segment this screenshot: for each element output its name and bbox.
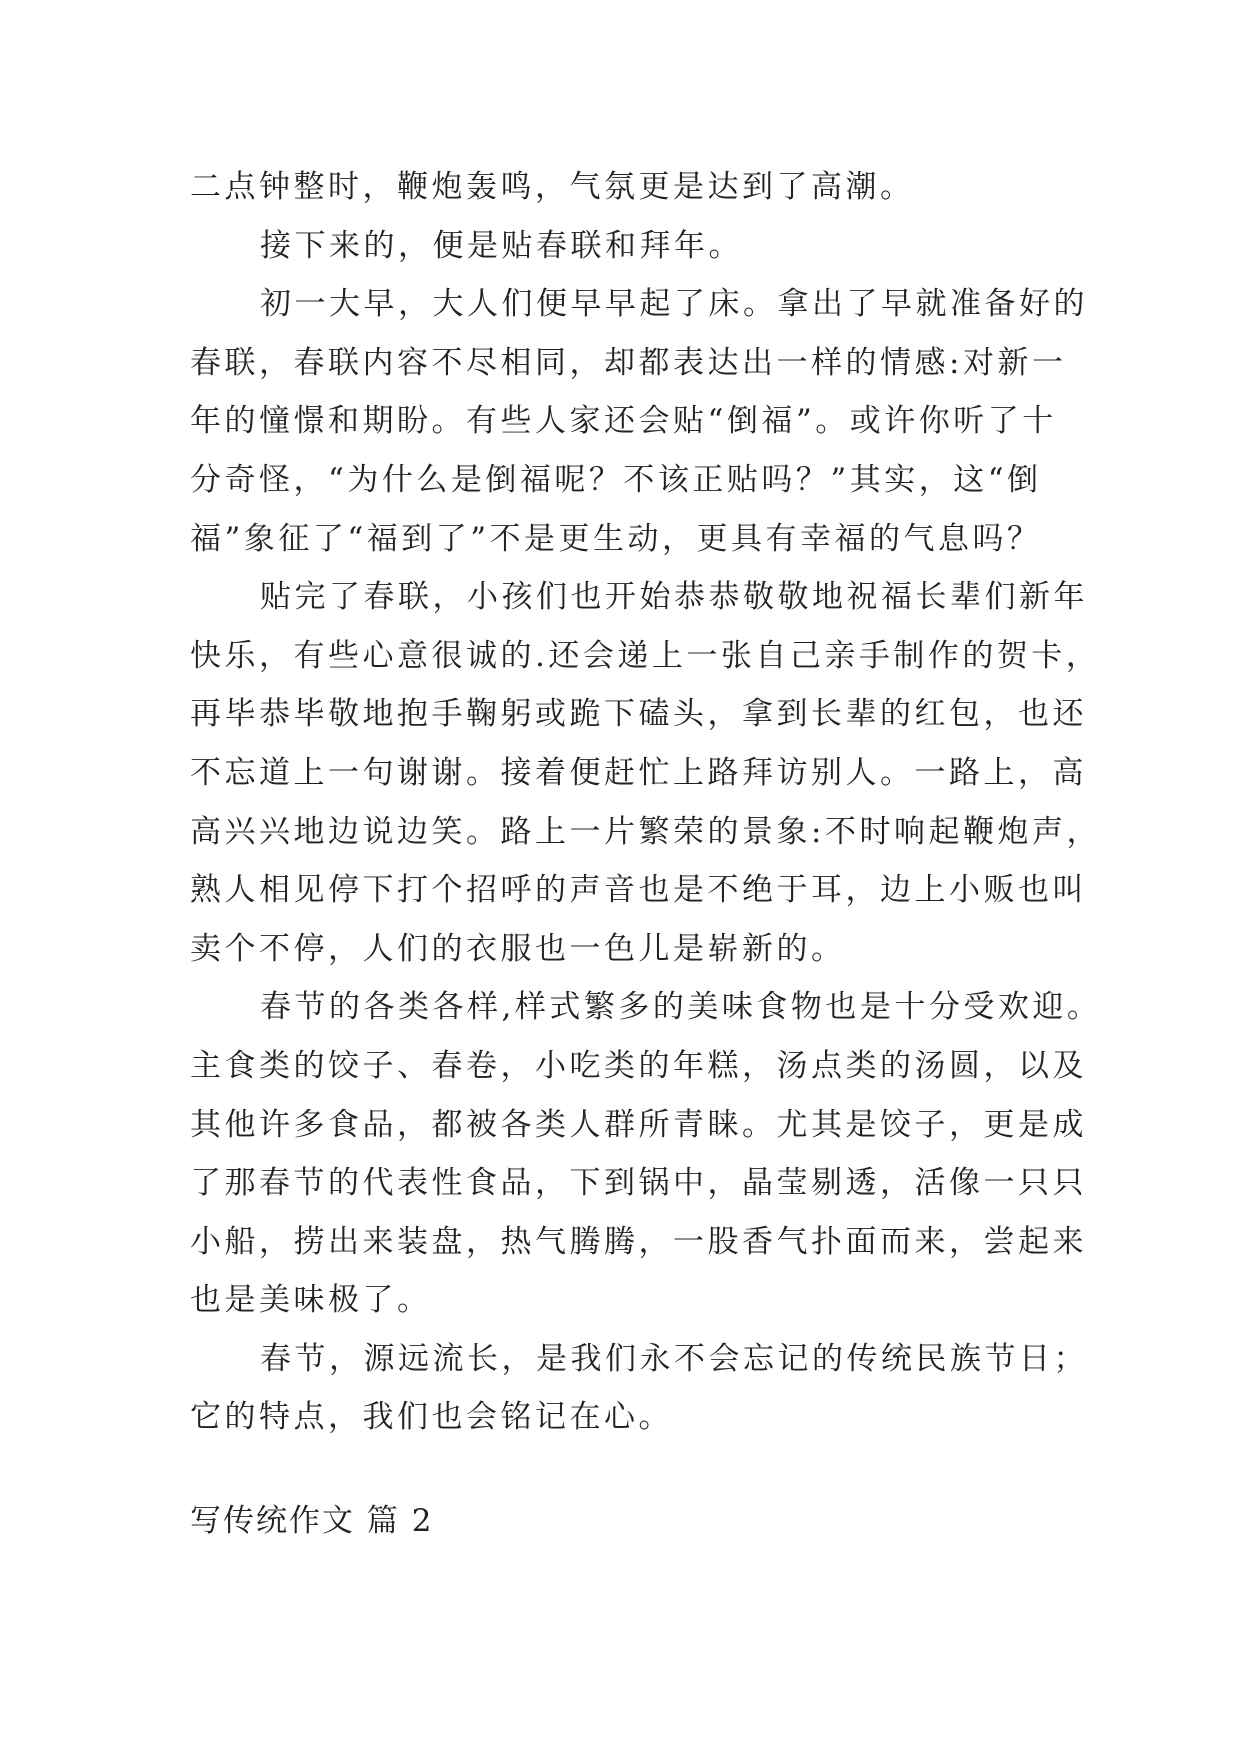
text-line: 主食类的饺子、春卷，小吃类的年糕，汤点类的汤圆，以及 bbox=[190, 1047, 1087, 1084]
text-line: 二点钟整时，鞭炮轰鸣，气氛更是达到了高潮。 bbox=[190, 169, 915, 205]
text-line: 卖个不停，人们的衣服也一色儿是崭新的。 bbox=[190, 930, 846, 967]
text-line: 快乐，有些心意很诚的.还会递上一张自己亲手制作的贺卡， bbox=[190, 637, 1101, 674]
text-line: 春节，源远流长，是我们永不会忘记的传统民族节日； bbox=[260, 1340, 1088, 1377]
text-line: 再毕恭毕敬地抱手鞠躬或跪下磕头，拿到长辈的红包，也还 bbox=[190, 696, 1087, 733]
text-line: 接下来的，便是贴春联和拜年。 bbox=[260, 227, 743, 264]
text-line: 小船，捞出来装盘，热气腾腾，一股香气扑面而来，尝起来 bbox=[190, 1223, 1087, 1260]
text-line: 不忘道上一句谢谢。接着便赶忙上路拜访别人。一路上，高 bbox=[190, 754, 1087, 791]
text-line: 了那春节的代表性食品，下到锅中，晶莹剔透，活像一只只 bbox=[190, 1165, 1087, 1202]
text-line: 它的特点，我们也会铭记在心。 bbox=[190, 1399, 673, 1436]
text-line: 其他许多食品，都被各类人群所青睐。尤其是饺子，更是成 bbox=[190, 1106, 1087, 1143]
text-line: 分奇怪，“为什么是倒福呢？不该正贴吗？”其实，这“倒 bbox=[190, 461, 1042, 498]
text-line: 年的憧憬和期盼。有些人家还会贴“倒福”。或许你听了十 bbox=[190, 403, 1057, 440]
text-line: 也是美味极了。 bbox=[190, 1282, 432, 1319]
text-line: 初一大早，大人们便早早起了床。拿出了早就准备好的 bbox=[260, 286, 1088, 323]
text-line: 贴完了春联，小孩们也开始恭恭敬敬地祝福长辈们新年 bbox=[260, 579, 1088, 616]
document-body bbox=[190, 158, 1102, 1447]
section-heading: 写传统作文 篇 2 bbox=[190, 1503, 434, 1539]
text-line: 熟人相见停下打个招呼的声音也是不绝于耳，边上小贩也叫 bbox=[190, 872, 1087, 909]
text-line: 春联，春联内容不尽相同，却都表达出一样的情感:对新一 bbox=[190, 344, 1067, 381]
text-line: 高兴兴地边说边笑。路上一片繁荣的景象:不时响起鞭炮声， bbox=[190, 813, 1101, 850]
text-line: 福”象征了“福到了”不是更生动，更具有幸福的气息吗？ bbox=[190, 520, 1042, 557]
text-line: 春节的各类各样,样式繁多的美味食物也是十分受欢迎。 bbox=[260, 989, 1102, 1026]
